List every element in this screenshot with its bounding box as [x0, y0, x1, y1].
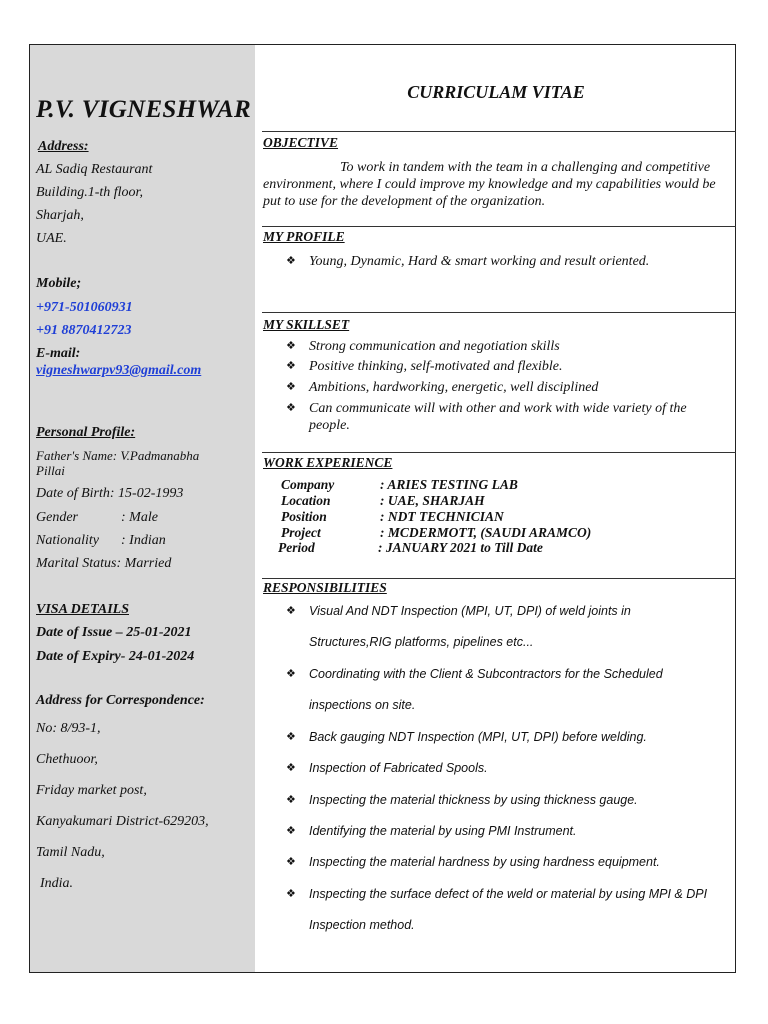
bullet-icon: ❖: [286, 825, 296, 837]
objective-heading: OBJECTIVE: [263, 135, 339, 150]
bullet-icon: ❖: [286, 856, 296, 868]
correspondence-line: Kanyakumari District-629203,: [36, 814, 209, 829]
work-value: : ARIES TESTING LAB: [380, 477, 518, 492]
work-label: Position: [281, 509, 327, 524]
correspondence-line: No: 8/93-1,: [36, 721, 101, 736]
work-value: : JANUARY 2021 to Till Date: [378, 540, 543, 555]
section-divider: [262, 226, 736, 227]
bullet-icon: ❖: [286, 731, 296, 743]
father-name-cont: Pillai: [36, 463, 65, 478]
section-divider: [262, 578, 736, 579]
correspondence-line: Tamil Nadu,: [36, 845, 105, 860]
gender-label: Gender: [36, 510, 78, 525]
address-line: Sharjah,: [36, 208, 84, 223]
mobile-number: +971-501060931: [36, 300, 133, 315]
bullet-icon: ❖: [286, 605, 296, 617]
candidate-name: P.V. VIGNESHWAR: [36, 96, 252, 123]
work-value: : MCDERMOTT, (SAUDI ARAMCO): [380, 525, 592, 540]
responsibility-item: ❖ Inspecting the material thickness by using thickness gauge.: [286, 785, 726, 816]
bullet-icon: ❖: [286, 360, 296, 372]
profile-item: ❖ Young, Dynamic, Hard & smart working and result oriented.: [286, 254, 650, 269]
father-name: Father's Name: V.Padmanabha: [36, 448, 200, 463]
section-divider: [262, 131, 736, 132]
work-value: : UAE, SHARJAH: [380, 493, 485, 508]
responsibility-item: ❖ Inspection of Fabricated Spools.: [286, 753, 726, 784]
nationality-label: Nationality: [36, 533, 99, 548]
work-label: Project: [281, 525, 321, 540]
work-value: : NDT TECHNICIAN: [380, 509, 504, 524]
email-label: E-mail:: [36, 346, 81, 361]
correspondence-label: Address for Correspondence:: [36, 693, 205, 708]
responsibility-item: ❖ Back gauging NDT Inspection (MPI, UT, DPI) before welding.: [286, 722, 726, 753]
skill-item: ❖ Strong communication and negotiation skills: [286, 339, 560, 354]
profile-heading: MY PROFILE: [263, 229, 345, 244]
date-of-birth: Date of Birth: 15-02-1993: [36, 486, 184, 501]
bullet-icon: ❖: [286, 888, 296, 900]
responsibility-item: ❖ Coordinating with the Client & Subcontractors for the Scheduled inspections on site.: [286, 659, 726, 721]
gender-value: : Male: [121, 510, 158, 525]
visa-issue-date: Date of Issue – 25-01-2021: [36, 625, 192, 640]
address-line: AL Sadiq Restaurant: [36, 162, 153, 177]
marital-status: Marital Status: Married: [36, 556, 172, 571]
document-title: CURRICULAM VITAE: [407, 82, 585, 102]
bullet-icon: ❖: [286, 381, 296, 393]
skillset-heading: MY SKILLSET: [263, 317, 350, 332]
bullet-icon: ❖: [286, 340, 296, 352]
responsibilities-heading: RESPONSIBILITIES: [263, 580, 387, 595]
visa-details-label: VISA DETAILS: [36, 602, 129, 617]
mobile-label: Mobile;: [36, 276, 82, 291]
bullet-icon: ❖: [286, 762, 296, 774]
skill-item: ❖ Positive thinking, self-motivated and flexible.: [286, 359, 563, 374]
section-divider: [262, 312, 736, 313]
bullet-icon: ❖: [286, 794, 296, 806]
correspondence-line: Friday market post,: [36, 783, 147, 798]
skill-item: ❖ Can communicate will with other and work with wide variety of the people.: [286, 401, 687, 433]
visa-expiry-date: Date of Expiry- 24-01-2024: [36, 649, 195, 664]
work-label: Period: [278, 540, 315, 555]
correspondence-line: India.: [40, 876, 74, 891]
bullet-icon: ❖: [286, 402, 296, 414]
address-line: Building.1-th floor,: [36, 185, 143, 200]
bullet-icon: ❖: [286, 255, 296, 267]
correspondence-line: Chethuoor,: [36, 752, 98, 767]
work-label: Location: [281, 493, 331, 508]
address-label: Address:: [38, 139, 89, 154]
bullet-icon: ❖: [286, 668, 296, 680]
objective-text: To work in tandem with the team in a challenging and competitive environment, where I could improve my knowledge and my capabilities would be put to use for the development of the organization.: [263, 160, 716, 209]
responsibility-item: ❖ Inspecting the material hardness by using hardness equipment.: [286, 847, 726, 878]
address-line: UAE.: [36, 231, 67, 246]
work-label: Company: [281, 477, 335, 492]
responsibility-item: ❖ Visual And NDT Inspection (MPI, UT, DPI) of weld joints in Structures,RIG platforms, pipelines etc...: [286, 596, 686, 658]
personal-profile-label: Personal Profile:: [36, 425, 136, 440]
section-divider: [262, 452, 736, 453]
email-link[interactable]: vigneshwarpv93@gmail.com: [36, 363, 202, 378]
work-heading: WORK EXPERIENCE: [263, 455, 393, 470]
skill-item: ❖ Ambitions, hardworking, energetic, well disciplined: [286, 380, 599, 395]
responsibility-item: ❖ Identifying the material by using PMI Instrument.: [286, 816, 726, 847]
mobile-number: +91 8870412723: [36, 323, 132, 338]
responsibility-item: ❖ Inspecting the surface defect of the weld or material by using MPI & DPI Inspection method.: [286, 879, 726, 941]
nationality-value: : Indian: [121, 533, 166, 548]
